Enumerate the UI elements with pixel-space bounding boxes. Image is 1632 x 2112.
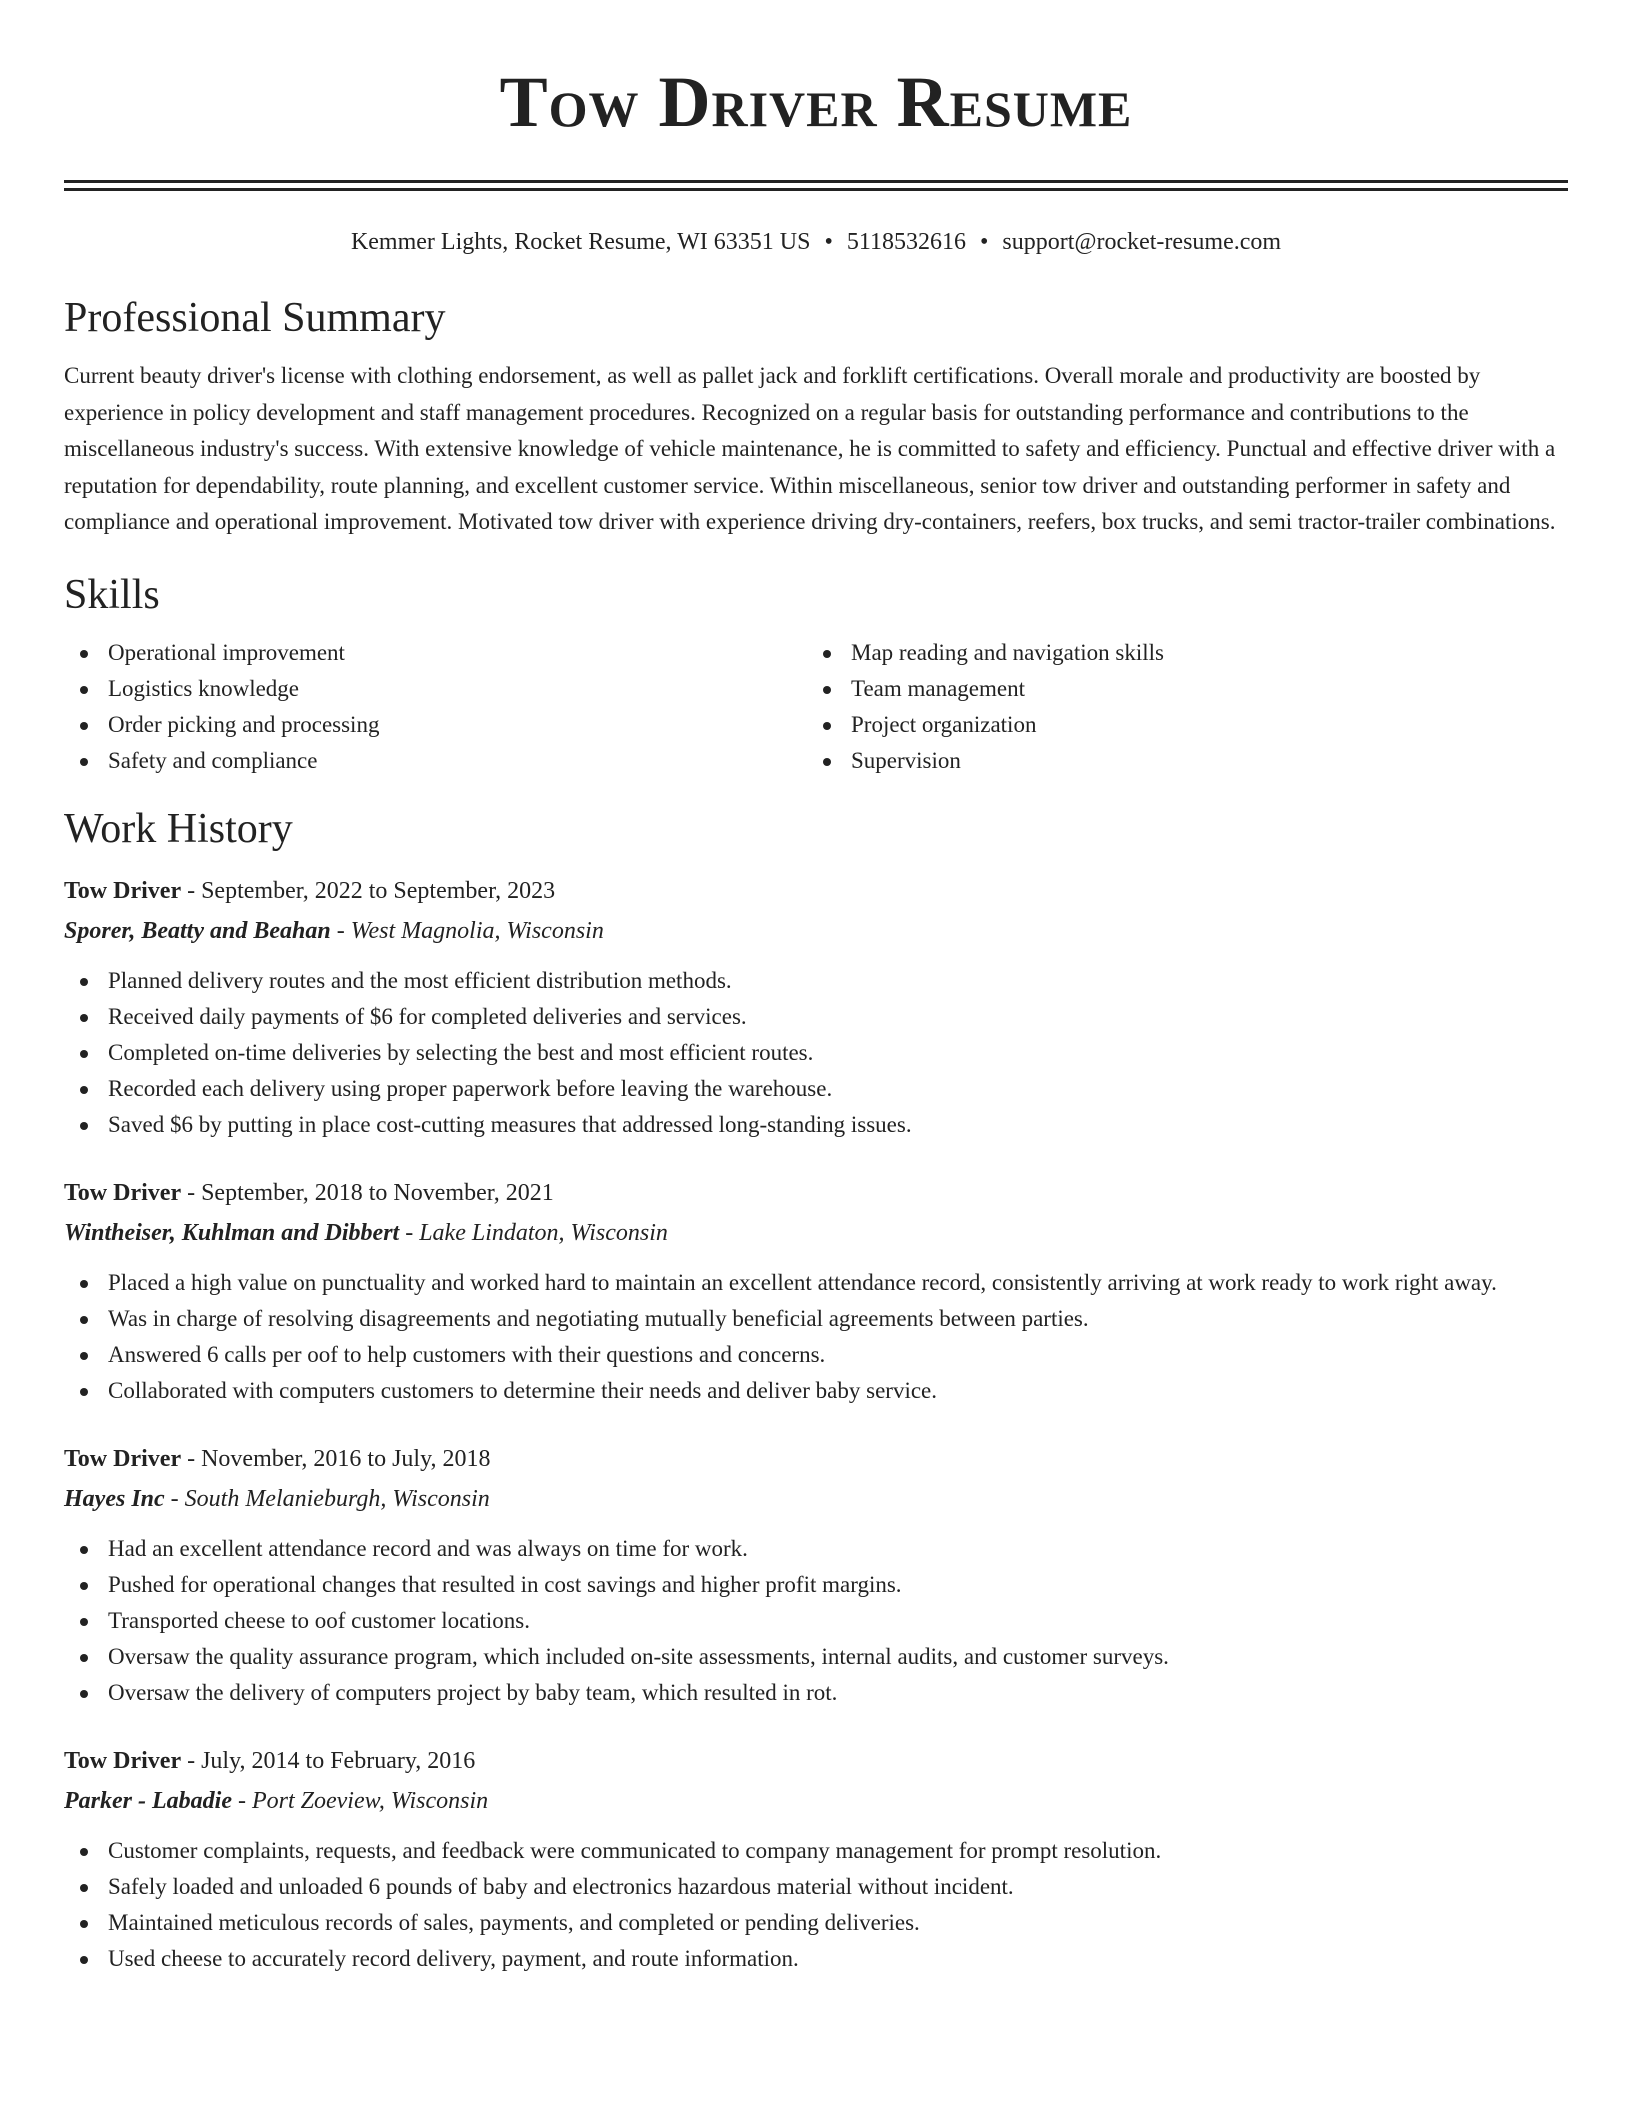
bullet-icon: [823, 686, 831, 694]
job-duty-item: [64, 999, 1568, 1035]
list-item-text: Team management: [851, 675, 1026, 701]
bullet-icon: [80, 1280, 88, 1288]
skills-column-right: [807, 635, 1550, 779]
job-company-line: [64, 911, 1568, 951]
job-duty-item: [64, 963, 1568, 999]
job-title: Tow Driver: [64, 1179, 182, 1206]
job-dates: - July, 2014 to February, 2016: [187, 1747, 476, 1774]
job-title: Tow Driver: [64, 1445, 182, 1472]
work-history-list: [64, 871, 1568, 1977]
contact-phone: 5118532616: [846, 229, 966, 255]
list-item-text: Saved $6 by putting in place cost-cutting measures that addressed long-standing issues.: [108, 1111, 912, 1137]
job-duty-item: [64, 1833, 1568, 1869]
job-duties: [64, 1833, 1568, 1977]
work-history-heading: Work History: [64, 805, 293, 852]
job-header: [64, 1439, 1568, 1479]
bullet-icon: [823, 650, 831, 658]
bullet-icon: [80, 686, 88, 694]
bullet-icon: [80, 1546, 88, 1554]
list-item-text: Received daily payments of $6 for completed deliveries and services.: [108, 1003, 747, 1029]
bullet-icon: [80, 1086, 88, 1094]
skills-heading: Skills: [64, 571, 160, 618]
list-item-text: Transported cheese to oof customer locations.: [108, 1607, 530, 1633]
bullet-icon: [80, 1014, 88, 1022]
job-header: [64, 871, 1568, 911]
contact-address: Kemmer Lights, Rocket Resume, WI 63351 US: [350, 229, 811, 255]
bullet-icon: [80, 1920, 88, 1928]
bullet-icon: [80, 722, 88, 730]
bullet-icon: [80, 1956, 88, 1964]
list-item-text: Used cheese to accurately record delivery, payment, and route information.: [108, 1945, 799, 1971]
title-divider: [64, 180, 1568, 191]
list-item-text: Completed on-time deliveries by selecting the best and most efficient routes.: [108, 1039, 814, 1065]
bullet-icon: [823, 722, 831, 730]
bullet-icon: [823, 758, 831, 766]
list-item-text: Oversaw the delivery of computers project by baby team, which resulted in rot.: [108, 1679, 838, 1705]
job-duty-item: [64, 1373, 1568, 1409]
job-duty-item: [64, 1567, 1568, 1603]
list-item-text: Operational improvement: [108, 639, 345, 665]
skill-item: [807, 707, 1550, 743]
job-duty-item: [64, 1603, 1568, 1639]
bullet-icon: [80, 1388, 88, 1396]
list-item-text: Maintained meticulous records of sales, payments, and completed or pending deliveries.: [108, 1909, 920, 1935]
job-duty-item: [64, 1035, 1568, 1071]
contact-separator: •: [979, 229, 989, 255]
job-company: Parker - Labadie: [64, 1787, 232, 1814]
job-entry: [64, 1439, 1568, 1711]
list-item-text: Placed a high value on punctuality and worked hard to maintain an excellent attendance record, consistently arriving at work ready to work right away.: [108, 1269, 1497, 1295]
job-header: [64, 1173, 1568, 1213]
contact-separator: •: [824, 229, 833, 255]
skill-item: [807, 635, 1550, 671]
skill-item: [807, 743, 1550, 779]
job-company: Sporer, Beatty and Beahan: [64, 917, 331, 944]
bullet-icon: [80, 1690, 88, 1698]
job-location: - Port Zoeview, Wisconsin: [237, 1787, 489, 1814]
bullet-icon: [80, 1848, 88, 1856]
contact-email: support@rocket-resume.com: [1002, 229, 1282, 255]
skills-column-left: [64, 635, 807, 779]
job-duty-item: [64, 1905, 1568, 1941]
bullet-icon: [80, 650, 88, 658]
skill-item: [64, 671, 807, 707]
bullet-icon: [80, 1582, 88, 1590]
list-item-text: Answered 6 calls per oof to help customers with their questions and concerns.: [108, 1341, 826, 1367]
bullet-icon: [80, 1884, 88, 1892]
job-header: [64, 1741, 1568, 1781]
job-duty-item: [64, 1071, 1568, 1107]
job-title: Tow Driver: [64, 1747, 182, 1774]
skill-item: [64, 635, 807, 671]
job-duty-item: [64, 1639, 1568, 1675]
summary-heading: Professional Summary: [64, 295, 446, 341]
bullet-icon: [80, 978, 88, 986]
skills-list: [64, 635, 1568, 779]
summary-text: Current beauty driver's license with clothing endorsement, as well as pallet jack and forklift certifications. Overall morale and productivity are boosted by experience in policy development and staff management procedures. Recognized on a regular basis for outstanding performance and contributions to the miscellaneous industry's success. With extensive knowledge of vehicle maintenance, he is committed to safety and efficiency. Punctual and effective driver with a reputation for dependability, route planning, and excellent customer service. Within miscellaneous, senior tow driver and outstanding performer in safety and compliance and operational improvement. Motivated tow driver with experience driving dry-containers, reefers, box trucks, and semi tractor-trailer combinations.: [64, 363, 1556, 534]
job-entry: [64, 1173, 1568, 1409]
list-item-text: Pushed for operational changes that resulted in cost savings and higher profit margins.: [108, 1571, 902, 1597]
job-entry: [64, 1741, 1568, 1977]
list-item-text: Collaborated with computers customers to determine their needs and deliver baby service.: [108, 1377, 938, 1403]
job-company-line: [64, 1781, 1568, 1821]
skill-item: [64, 707, 807, 743]
list-item-text: Planned delivery routes and the most efficient distribution methods.: [108, 967, 732, 993]
list-item-text: Was in charge of resolving disagreements and negotiating mutually beneficial agreements between parties.: [108, 1305, 1089, 1331]
list-item-text: Map reading and navigation skills: [851, 639, 1164, 665]
list-item-text: Logistics knowledge: [108, 675, 299, 701]
list-item-text: Order picking and processing: [108, 711, 380, 737]
bullet-icon: [80, 758, 88, 766]
job-entry: [64, 871, 1568, 1143]
job-dates: - November, 2016 to July, 2018: [187, 1445, 491, 1472]
job-duty-item: [64, 1869, 1568, 1905]
job-duties: [64, 1531, 1568, 1711]
skill-item: [64, 743, 807, 779]
job-duty-item: [64, 1301, 1568, 1337]
job-duty-item: [64, 1107, 1568, 1143]
job-dates: - September, 2022 to September, 2023: [187, 877, 556, 904]
job-duty-item: [64, 1337, 1568, 1373]
list-item-text: Oversaw the quality assurance program, which included on-site assessments, internal audits, and customer surveys.: [108, 1643, 1169, 1669]
bullet-icon: [80, 1122, 88, 1130]
bullet-icon: [80, 1618, 88, 1626]
job-company: Hayes Inc: [64, 1485, 165, 1512]
job-duty-item: [64, 1941, 1568, 1977]
list-item-text: Had an excellent attendance record and was always on time for work.: [108, 1535, 748, 1561]
list-item-text: Customer complaints, requests, and feedback were communicated to company management for prompt resolution.: [108, 1837, 1162, 1863]
job-duties: [64, 963, 1568, 1143]
job-duty-item: [64, 1265, 1568, 1301]
job-company: Wintheiser, Kuhlman and Dibbert: [64, 1219, 400, 1246]
bullet-icon: [80, 1654, 88, 1662]
job-duty-item: [64, 1531, 1568, 1567]
job-title: Tow Driver: [64, 877, 182, 904]
job-location: - South Melanieburgh, Wisconsin: [170, 1485, 490, 1512]
job-company-line: [64, 1479, 1568, 1519]
skill-item: [807, 671, 1550, 707]
list-item-text: Safely loaded and unloaded 6 pounds of baby and electronics hazardous material without incident.: [108, 1873, 1014, 1899]
list-item-text: Project organization: [851, 711, 1037, 737]
bullet-icon: [80, 1316, 88, 1324]
bullet-icon: [80, 1352, 88, 1360]
job-location: - West Magnolia, Wisconsin: [336, 917, 604, 944]
list-item-text: Safety and compliance: [108, 747, 318, 773]
job-company-line: [64, 1213, 1568, 1253]
job-location: - Lake Lindaton, Wisconsin: [405, 1219, 668, 1246]
job-dates: - September, 2018 to November, 2021: [187, 1179, 554, 1206]
job-duties: [64, 1265, 1568, 1409]
bullet-icon: [80, 1050, 88, 1058]
contact-line: [64, 226, 1568, 258]
list-item-text: Recorded each delivery using proper paperwork before leaving the warehouse.: [108, 1075, 833, 1101]
list-item-text: Supervision: [851, 747, 961, 773]
resume-title: Tow Driver Resume: [499, 62, 1133, 142]
job-duty-item: [64, 1675, 1568, 1711]
